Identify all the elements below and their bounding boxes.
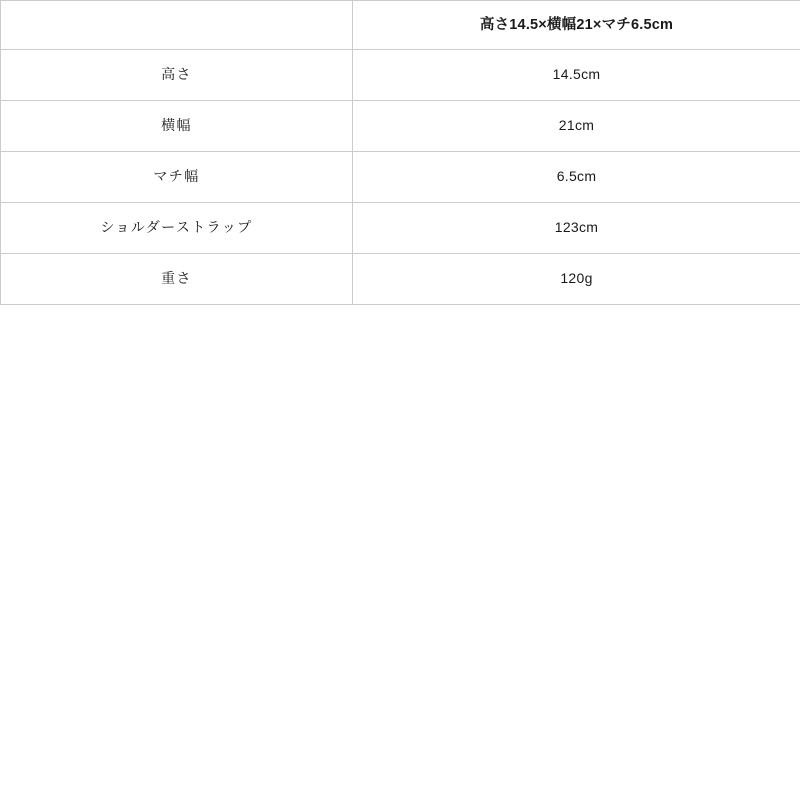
table-row	[1, 203, 800, 254]
table-row	[1, 152, 800, 203]
table-row	[1, 50, 800, 101]
spec-value-width: 21cm	[353, 101, 800, 152]
spec-value-depth: 6.5cm	[353, 152, 800, 203]
spec-value-shoulder-strap: 123cm	[353, 203, 800, 254]
spec-label-shoulder-strap: ショルダーストラップ	[1, 203, 353, 254]
table-row	[1, 101, 800, 152]
header-dimensions-summary: 高さ14.5×横幅21×マチ6.5cm	[353, 1, 800, 50]
spec-label-height: 高さ	[1, 50, 353, 101]
spec-label-depth: マチ幅	[1, 152, 353, 203]
spec-value-weight: 120g	[353, 254, 800, 305]
spec-value-height: 14.5cm	[353, 50, 800, 101]
spec-label-width: 横幅	[1, 101, 353, 152]
header-label-cell	[1, 1, 353, 50]
spec-label-weight: 重さ	[1, 254, 353, 305]
product-spec-table	[0, 0, 800, 305]
table-header-row	[1, 1, 800, 50]
table-row	[1, 254, 800, 305]
